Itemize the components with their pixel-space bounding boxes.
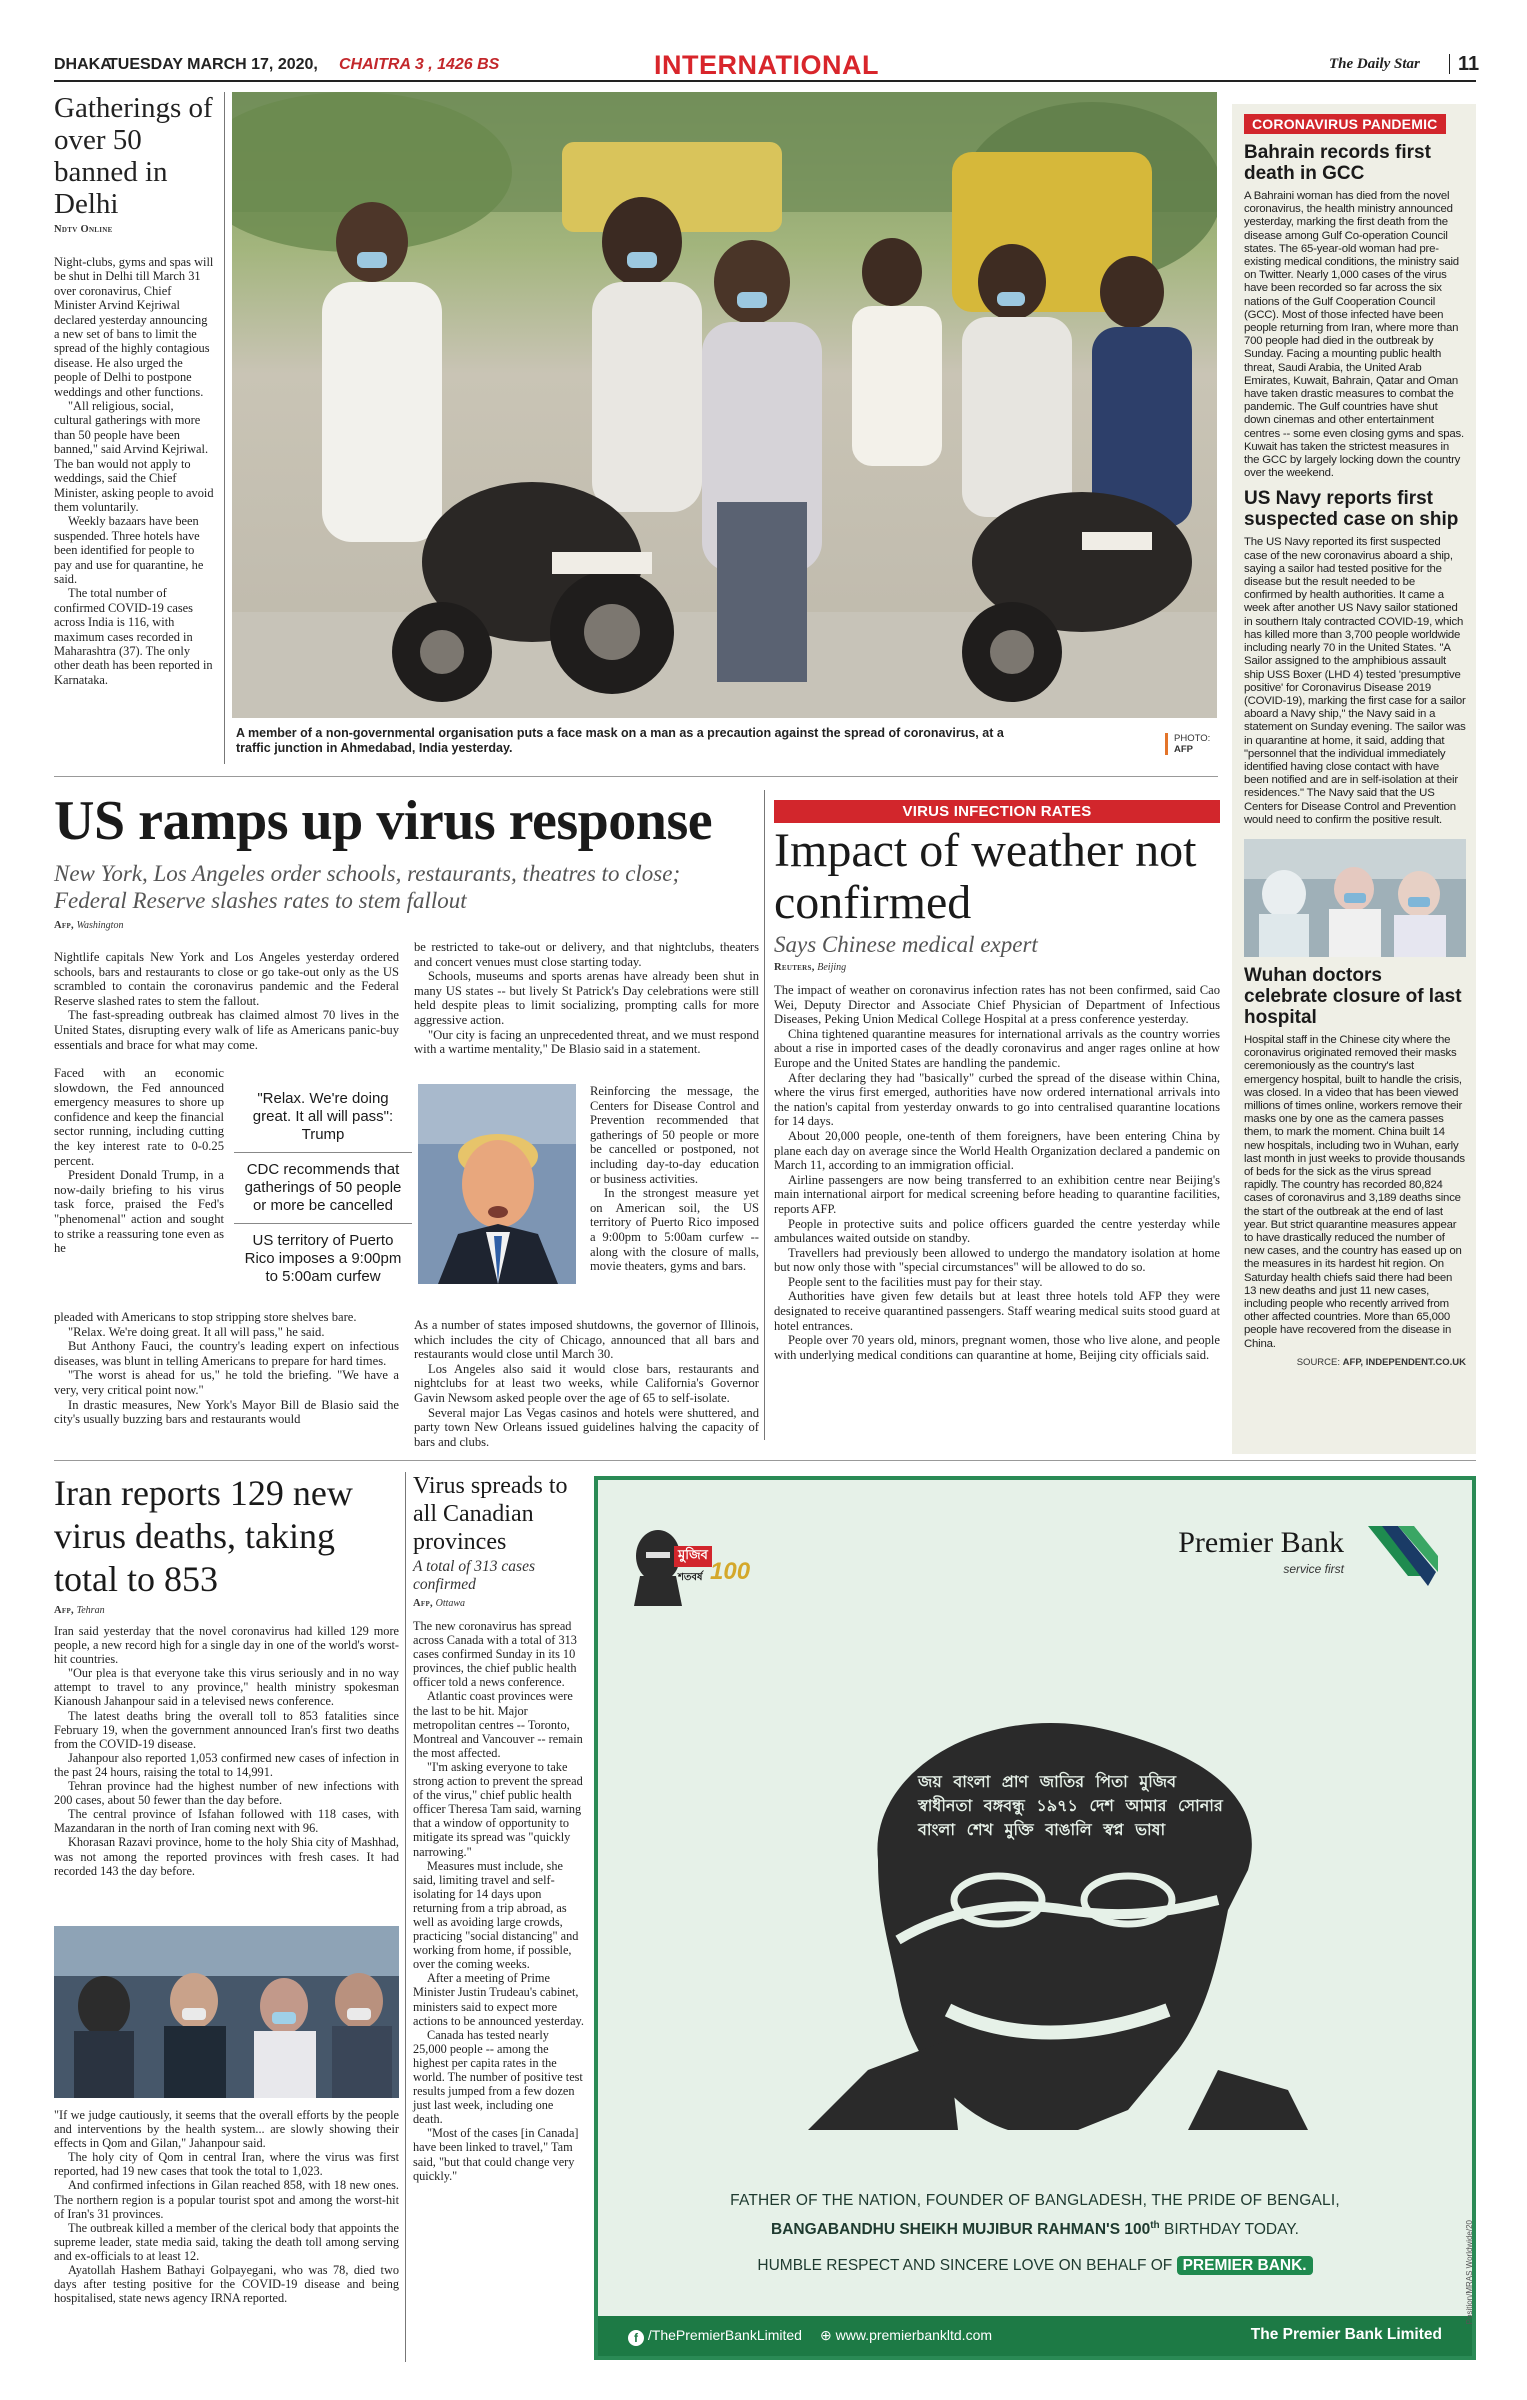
ad-line-2 xyxy=(598,2220,1472,2239)
us-byline-agency: Afp, xyxy=(54,920,74,931)
iran-photo xyxy=(54,1926,399,2098)
portrait-word: স্বাধীনতা xyxy=(918,1796,973,1815)
ad-line-3-highlight: PREMIER BANK. xyxy=(1177,2256,1313,2275)
masthead-logo: The Daily Star xyxy=(1329,56,1420,72)
section-rule xyxy=(54,776,1218,777)
us-paragraph: President Donald Trump, in a now-daily briefing to his virus task force, praised the Fed's "phenomenal" action and sought to strike a reassuring tone even as he xyxy=(54,1168,224,1256)
wuhan-doctors-illustration xyxy=(1244,839,1466,957)
dateline-alt: CHAITRA 3 , 1426 BS xyxy=(339,56,500,73)
iran-paragraph: The holy city of Qom in central Iran, where the virus was first reported, had 19 new cases that took the total to 1,023. xyxy=(54,2150,399,2179)
us-paragraph: pleaded with Americans to stop stripping store shelves bare. xyxy=(54,1310,357,1324)
weather-paragraph: Airline passengers are now being transferred to an exhibition centre near Beijing's main international airport for medical screening before heading to quarantine facilities, reports AFP. xyxy=(774,1172,1220,1216)
main-photo xyxy=(232,92,1217,718)
iran-paragraph: Iran said yesterday that the novel coronavirus had killed 129 more people, a new record high for a single day in one of the world's worst-hit countries. xyxy=(54,1624,399,1667)
portrait-word: ভাষা xyxy=(1135,1820,1166,1839)
us-paragraph: In the strongest measure yet on American soil, the US territory of Puerto Rico imposed a 9:00pm to 5:00am curfew -- along with the closure of malls, movie theaters, gyms and bars. xyxy=(590,1186,759,1274)
sidebar-tag: CORONAVIRUS PANDEMIC xyxy=(1244,114,1446,134)
portrait-word: জয় xyxy=(918,1772,942,1791)
ad-line-2-end: BIRTHDAY TODAY. xyxy=(1159,2221,1299,2239)
delhi-story xyxy=(54,92,214,687)
us-column-1-bottom xyxy=(54,1310,399,1427)
pullquote-3: US territory of Puerto Rico imposes a 9:00pm to 5:00am curfew xyxy=(244,1232,402,1285)
header-rule xyxy=(54,80,1476,82)
canada-paragraph: Measures must include, she said, limiting travel and self-isolating for 14 days upon returning from a trip abroad, as well as avoiding large crowds, practicing "social distancing" and working from home, if possible, over the coming weeks. xyxy=(413,1858,579,1972)
canada-byline-place: Ottawa xyxy=(435,1598,466,1609)
canada-deck: A total of 313 cases confirmed xyxy=(413,1558,535,1593)
pullquote-1: "Relax. We're doing great. It all will pass": Trump xyxy=(234,1084,412,1153)
us-column-2 xyxy=(414,940,759,1057)
pandemic-sidebar xyxy=(1232,104,1476,1454)
iran-paragraph: And confirmed infections in Gilan reached 858, with 18 new ones. The northern region is a popular tourist spot and among the worst-hit of Iran's 31 provinces. xyxy=(54,2178,399,2221)
ad-line-2-sup: th xyxy=(1150,2220,1160,2231)
iran-paragraph: Ayatollah Hashem Bathayi Golpayegani, who was 78, died two days after testing positive for the COVID-19 disease and being hospitalised, state news agency IRNA reported. xyxy=(54,2263,399,2306)
column-divider xyxy=(224,92,225,764)
us-paragraph: The fast-spreading outbreak has claimed almost 70 lives in the United States, disrupting every walk of life as Americans panic-buy essentials and brace for what may come. xyxy=(54,1008,399,1052)
us-paragraph: "Relax. We're doing great. It all will pass," he said. xyxy=(68,1324,325,1339)
us-paragraph: "Our city is facing an unprecedented threat, and we must respond with a wartime mentality," De Blasio said in a statement. xyxy=(414,1027,759,1057)
facebook-handle: /ThePremierBankLimited xyxy=(647,2327,802,2343)
emblem-100: 100 xyxy=(710,1558,751,1585)
trump-portrait-illustration xyxy=(418,1084,576,1284)
portrait-word: বঙ্গবন্ধু xyxy=(983,1796,1025,1815)
pullquote-2: CDC recommends that gatherings of 50 people or more be cancelled xyxy=(234,1153,412,1224)
weather-paragraph: China tightened quarantine measures for international arrivals as the country worries about a rise in imported cases of the deadly coronavirus and anger rages online at how Europe and the United States are handling the pandemic. xyxy=(774,1026,1220,1070)
us-headline: US ramps up virus response xyxy=(54,790,713,852)
premier-bank-logo xyxy=(1144,1516,1444,1596)
ad-line-3-text: HUMBLE RESPECT AND SINCERE LOVE ON BEHALF OF xyxy=(757,2257,1173,2275)
footer-bank-name: The Premier Bank Limited xyxy=(1250,2326,1442,2343)
page-number: 11 xyxy=(1458,53,1480,75)
weather-paragraph: Authorities have given few details but at least three hotels told AFP they were designated to receive quarantined passengers. Staff wearing medical suits stood guard at hotel entrances. xyxy=(774,1289,1220,1333)
portrait-word: আমার xyxy=(1125,1796,1167,1815)
emblem-shotoborsho: শতবর্ষ xyxy=(678,1572,703,1583)
caption-text: A member of a non-governmental organisation puts a face mask on a man as a precaution against the spread of coronavirus, at a traffic junction in Ahmedabad, India yesterday. xyxy=(236,726,1004,755)
us-paragraph: Reinforcing the message, the Centers for Disease Control and Prevention recommended that gatherings of 50 people or more be cancelled or postponed, not including day-to-day education or business activities. xyxy=(590,1084,759,1186)
us-paragraph: Several major Las Vegas casinos and hotels were shuttered, and party town New Orleans issued guidelines halving the capacity of bars and clubs. xyxy=(414,1405,759,1449)
canada-headline: Virus spreads to all Canadian provinces xyxy=(413,1473,568,1555)
us-paragraph: Nightlife capitals New York and Los Angeles yesterday ordered schools, bars and restaurants to close or go take-out only as the US scrambled to contain the coronavirus pandemic and the Federal Reserve slashed rates to stem the fallout. xyxy=(54,950,399,1008)
weather-paragraph: The impact of weather on coronavirus infection rates has not been confirmed, said Cao Wei, Deputy Director and Associate Chief Physician of Department of Infectious Diseases, Peking Union Medical College Hospital at a press conference yesterday. xyxy=(774,983,1220,1027)
us-paragraph: be restricted to take-out or delivery, and that nightclubs, theaters and concert venues must close starting today. xyxy=(414,940,759,969)
premier-bank-ad xyxy=(594,1476,1476,2360)
weather-paragraph: People over 70 years old, minors, pregnant women, those who live alone, and people with underlying medical conditions can quarantine at home, Beijing city officials said. xyxy=(774,1333,1220,1362)
ad-copy xyxy=(598,2192,1472,2275)
canada-paragraph: The new coronavirus has spread across Canada with a total of 313 cases confirmed Sunday in its 10 provinces, the chief public health officer told a news conference. xyxy=(413,1619,577,1690)
portrait-word: বাংলা xyxy=(918,1820,955,1839)
iran-body-bottom xyxy=(54,2108,399,2305)
iran-byline-place: Tehran xyxy=(76,1605,105,1616)
us-column-1 xyxy=(54,950,399,1052)
bank-tagline: service first xyxy=(1283,1562,1344,1576)
delhi-paragraph: "All religious, social, cultural gatherings with more than 50 people have been banned," said Arvind Kejriwal. The ban would not apply to weddings, said the Chief Minister, asking people to avoid them voluntarily. xyxy=(54,399,214,514)
trump-photo xyxy=(418,1084,576,1284)
pullquote-box xyxy=(234,1084,412,1300)
us-paragraph: Schools, museums and sports arenas have already been shut in many US states -- but lively St Patrick's Day celebrations were still held despite pleas to limit socializing, prompting calls for more aggressive action. xyxy=(414,969,759,1027)
canada-paragraph: "Most of the cases [in Canada] have been linked to travel," Tam said, "but that could change very quickly." xyxy=(413,2126,579,2183)
header-divider xyxy=(1449,54,1450,74)
portrait-word: মুক্তি xyxy=(1004,1820,1034,1839)
ad-vertical-credit: Position/MRAS Worldwide/20 xyxy=(1465,2220,1474,2325)
weather-paragraph: About 20,000 people, one-tenth of them foreigners, have been entering China by plane each day on average since the World Health Organization declared a pandemic on March 11, according to an immigration official. xyxy=(774,1128,1220,1173)
iran-story xyxy=(54,1472,399,1878)
ad-line-3 xyxy=(598,2257,1472,2275)
portrait-word: বাঙালি xyxy=(1045,1820,1092,1839)
iran-paragraph: The central province of Isfahan followed with 118 cases, with Mazandaran in the north of Iran coming next with 96. xyxy=(54,1807,399,1836)
delhi-paragraph: Night-clubs, gyms and spas will be shut in Delhi till March 31 over coronavirus, Chief Minister Arvind Kejriwal declared yesterday announcing a new set of bans to limit the spread of the highly contagious disease. He also urged the people of Delhi to postpone weddings and other functions. xyxy=(54,255,214,399)
iran-paragraph: "Our plea is that everyone take this virus seriously and in no way attempt to travel to any province," health ministry spokesman Kianoush Jahanpour said in a televised news conference. xyxy=(54,1666,399,1709)
sidebar-headline-bahrain: Bahrain records first death in GCC xyxy=(1244,142,1431,184)
weather-headline: Impact of weather not confirmed xyxy=(774,824,1197,929)
iran-paragraph: Khorasan Razavi province, home to the holy Shia city of Mashhad, was not among the reported provinces with fresh cases. It had recorded 143 the day before. xyxy=(54,1835,399,1878)
column-divider xyxy=(764,790,765,1440)
iran-byline xyxy=(54,1605,399,1616)
weather-body xyxy=(774,983,1220,1362)
website-url: www.premierbankltd.com xyxy=(835,2327,993,2343)
iran-byline-agency: Afp, xyxy=(54,1605,74,1616)
us-paragraph: Faced with an economic slowdown, the Fed announced emergency measures to shore up confidence and keep the financial sector running, including cutting the key interest rate to 0-0.25 percent. xyxy=(54,1066,224,1168)
sidebar-source xyxy=(1244,1357,1466,1368)
sidebar-body-wuhan: Hospital staff in the Chinese city where the coronavirus originated removed their masks ceremoniously as the country's last emergency hospital, built to handle the crisis, was closed. In a video that has been viewed millions of times online, workers remove their masks one by one as the camera passes them, to mark the moment. China built 14 new hospitals, including two in Wuhan, early last month in just weeks to provide thousands of beds for the sick as the virus spread rapidly. The country has recorded 80,824 cases of coronavirus and 3,189 deaths since the start of the outbreak at the end of last year. But strict quarantine measures appear to have drastically reduced the number of new cases, and the country has eased up on the measures in its hardest hit region. On Saturday health chiefs said there had been 13 new deaths and just 11 new cases, including people who recently arrived from other affected countries. More than 65,000 people have recovered from the disease in China. xyxy=(1244,1033,1465,1350)
bank-name: Premier Bank xyxy=(1178,1526,1344,1559)
portrait-word: শেখ xyxy=(966,1820,994,1839)
canada-byline-agency: Afp, xyxy=(413,1598,433,1609)
portrait-word: বাংলা xyxy=(953,1772,991,1791)
us-column-2-wrap xyxy=(590,1084,759,1274)
weather-story xyxy=(774,800,1220,1362)
canada-paragraph: After a meeting of Prime Minister Justin Trudeau's cabinet, ministers said to expect more actions to be announced yesterday. xyxy=(413,1971,584,2028)
dateline-date: TUESDAY MARCH 17, 2020, xyxy=(108,56,318,73)
us-paragraph: "The worst is ahead for us," he told the briefing. "We have a very, very critical point now." xyxy=(54,1368,399,1397)
main-photo-caption xyxy=(236,726,1016,756)
column-divider xyxy=(405,1472,406,2362)
us-paragraph: Los Angeles also said it would close bars, restaurants and nightclubs for at least two weeks, while California's Governor Gavin Newsom asked people over the age of 65 to self-isolate. xyxy=(414,1361,759,1405)
weather-paragraph: People sent to the facilities must pay for their stay. xyxy=(788,1274,1043,1289)
weather-paragraph: People in protective suits and police officers guarded the centre yesterday while ambulances waited outside on standby. xyxy=(774,1216,1220,1246)
us-story xyxy=(54,790,754,931)
premier-bank-logo-icon xyxy=(1358,1516,1438,1596)
portrait-word: মুজিব xyxy=(1139,1772,1177,1791)
iran-paragraph: "If we judge cautiously, it seems that the overall efforts by the people and interventions by the health system... are slowly showing their effects in Qom and Gilan," Jahanpour said. xyxy=(54,2108,399,2151)
iran-paragraph: Tehran province had the highest number of new infections with 200 cases, about 50 fewer than the day before. xyxy=(54,1779,399,1808)
canada-story xyxy=(413,1472,585,2183)
globe-icon: ⊕ xyxy=(820,2327,832,2343)
portrait-words xyxy=(918,1770,1238,1842)
portrait-word: জাতির xyxy=(1039,1772,1085,1791)
dateline-city: DHAKA xyxy=(54,56,112,73)
canada-byline xyxy=(413,1598,585,1609)
iran-paragraph: The outbreak killed a member of the clerical body that appoints the supreme leader, state media said, taking the death toll among serving and ex-officials to at least 12. xyxy=(54,2220,399,2263)
facebook-icon: f xyxy=(628,2330,644,2346)
weather-byline-agency: Reuters, xyxy=(774,962,815,973)
delhi-headline: Gatherings of over 50 banned in Delhi xyxy=(54,92,213,220)
portrait-word: সোনার xyxy=(1178,1796,1223,1815)
ad-line-2-text: BANGABANDHU SHEIKH MUJIBUR RAHMAN'S 100 xyxy=(771,2221,1151,2239)
ad-line-1: FATHER OF THE NATION, FOUNDER OF BANGLADESH, THE PRIDE OF BENGALI, xyxy=(730,2192,1340,2209)
sidebar-source-label: SOURCE: xyxy=(1296,1356,1341,1368)
weather-byline xyxy=(774,962,1220,973)
us-column-2-bottom xyxy=(414,1318,759,1449)
mujib-100-emblem xyxy=(628,1526,751,1606)
iran-paragraph: Jahanpour also reported 1,053 confirmed new cases of infection in the past 24 hours, raising the total to 14,991. xyxy=(54,1750,399,1779)
us-paragraph: But Anthony Fauci, the country's leading expert on infectious diseases, was blunt in telling Americans to prepare for hard times. xyxy=(54,1339,399,1368)
sidebar-headline-usnavy: US Navy reports first suspected case on ship xyxy=(1244,488,1459,531)
weather-byline-place: Beijing xyxy=(817,962,847,973)
website-link[interactable] xyxy=(820,2327,992,2344)
photo-credit-label: PHOTO: xyxy=(1174,733,1211,744)
emblem-mujib: মুজিব xyxy=(674,1546,712,1567)
page-header xyxy=(54,50,1480,80)
ad-footer xyxy=(598,2316,1472,2356)
typographic-portrait xyxy=(748,1710,1328,2130)
us-paragraph: In drastic measures, New York's Mayor Bill de Blasio said the city's usually buzzing bars and restaurants would xyxy=(54,1397,399,1427)
iran-headline: Iran reports 129 new virus deaths, taking total to 853 xyxy=(54,1473,353,1599)
delhi-body xyxy=(54,255,214,687)
delhi-paragraph: The total number of confirmed COVID-19 cases across India is 116, with maximum cases recorded in Maharashtra (37). The only other death has been reported in Karnataka. xyxy=(54,586,213,687)
portrait-word: পিতা xyxy=(1095,1772,1128,1791)
portrait-word: প্রাণ xyxy=(1001,1772,1029,1791)
weather-paragraph: Travellers had previously been allowed to undergo the mandatory isolation at home but now only those with "special circumstances" will be allowed to do so. xyxy=(774,1245,1220,1275)
section-title: INTERNATIONAL xyxy=(654,50,879,80)
portrait-word: দেশ xyxy=(1089,1796,1114,1815)
us-byline xyxy=(54,920,754,931)
sidebar-body-usnavy: The US Navy reported its first suspected case of the new coronavirus aboard a ship, saying a sailor had tested positive for the disease but the result needed to be confirmed by health authorities. It came a week after another US Navy sailor stationed in southern Italy contracted COVID-19, which has killed more than 3,700 people worldwide including nearly 70 in the United States. "A Sailor assigned to the amphibious assault ship USS Boxer (LHD 4) tested 'presumptive positive' for Coronavirus Disease 2019 (COVID-19), marking the first case for a sailor aboard a Navy ship," the Navy said in a statement on Sunday evening. The sailor was in quarantine at home, it said, adding that "personnel that the individual immediately identified having close contact with have been notified and are in self-isolation at their residences." The Navy said that the US Centers for Disease Control and Prevention would need to confirm the positive result. xyxy=(1244,536,1466,826)
canada-paragraph: Canada has tested nearly 25,000 people -- among the highest per capita rates in the world. The number of positive test results jumped from a few dozen just last week, including one death. xyxy=(413,2027,583,2127)
us-deck: New York, Los Angeles order schools, restaurants, theatres to close; Federal Reserve slashes rates to stem fallout xyxy=(54,861,681,913)
canada-paragraph: Atlantic coast provinces were the last to be hit. Major metropolitan centres -- Toronto, Montreal and Vancouver -- remain the most affected. xyxy=(413,1689,583,1760)
facebook-link[interactable] xyxy=(628,2327,802,2346)
photo-credit-source: AFP xyxy=(1174,744,1193,755)
portrait-word: ১৯৭১ xyxy=(1036,1796,1078,1815)
sidebar-source-text: AFP, INDEPENDENT.CO.UK xyxy=(1342,1356,1466,1368)
us-paragraph: As a number of states imposed shutdowns, the governor of Illinois, which includes the city of Chicago, announced that all bars and restaurants would close until March 30. xyxy=(414,1318,759,1362)
canada-body xyxy=(413,1619,585,2183)
weather-deck: Says Chinese medical expert xyxy=(774,932,1038,957)
wuhan-photo xyxy=(1244,839,1466,957)
us-byline-place: Washington xyxy=(76,920,124,931)
iran-masked-people-illustration xyxy=(54,1926,399,2098)
delhi-paragraph: Weekly bazaars have been suspended. Three hotels have been identified for people to pay and use for quarantine, he said. xyxy=(54,514,204,586)
delhi-byline-source: Ndtv Online xyxy=(54,224,113,235)
canada-paragraph: "I'm asking everyone to take strong action to prevent the spread of the virus," chief public health officer Theresa Tam said, warning that a window of opportunity to mitigate its spread was "quickly narrowing." xyxy=(413,1759,583,1859)
sidebar-headline-wuhan: Wuhan doctors celebrate closure of last hospital xyxy=(1244,964,1462,1028)
sidebar-body-bahrain: A Bahraini woman has died from the novel coronavirus, the health ministry announced yesterday, marking the first death from the disease among Gulf Co-operation Council states. The 65-year-old woman had pre-existing medical conditions, the ministry said on Twitter. Nearly 1,000 cases of the virus have been recorded so far across the six nations of the Gulf Cooperation Council (GCC). Most of those infected have been people returning from Iran, where more than 700 people had died in the outbreak by Sunday. Facing a mounting public health threat, Saudi Arabia, the United Arab Emirates, Kuwait, Bahrain, Qatar and Oman have taken drastic measures to combat the pandemic. The Gulf countries have shut down cinemas and other entertainment centres -- some even closing gyms and spas. Kuwait has taken the strictest measures in the GCC by largely locking down the country over the weekend. xyxy=(1244,190,1464,480)
photo-credit xyxy=(1165,733,1215,755)
delhi-byline xyxy=(54,224,214,235)
traffic-scene-illustration xyxy=(232,92,1217,718)
portrait-word: স্বপ্ন xyxy=(1103,1820,1124,1839)
iran-paragraph: The latest deaths bring the overall toll to 853 fatalities since February 19, when the government announced Iran's first two deaths from the COVID-19 disease. xyxy=(54,1708,399,1751)
iran-body-top xyxy=(54,1624,399,1878)
weather-tag: VIRUS INFECTION RATES xyxy=(774,800,1220,823)
us-column-1-wrap xyxy=(54,1066,224,1256)
weather-paragraph: After declaring they had "basically" curbed the spread of the disease within China, where the virus first emerged, authorities have now ordered international arrivals into the nation's capital from yesterday onwards to go into centralised quarantine locations for 14 days. xyxy=(774,1070,1220,1129)
section-rule xyxy=(54,1460,1476,1461)
